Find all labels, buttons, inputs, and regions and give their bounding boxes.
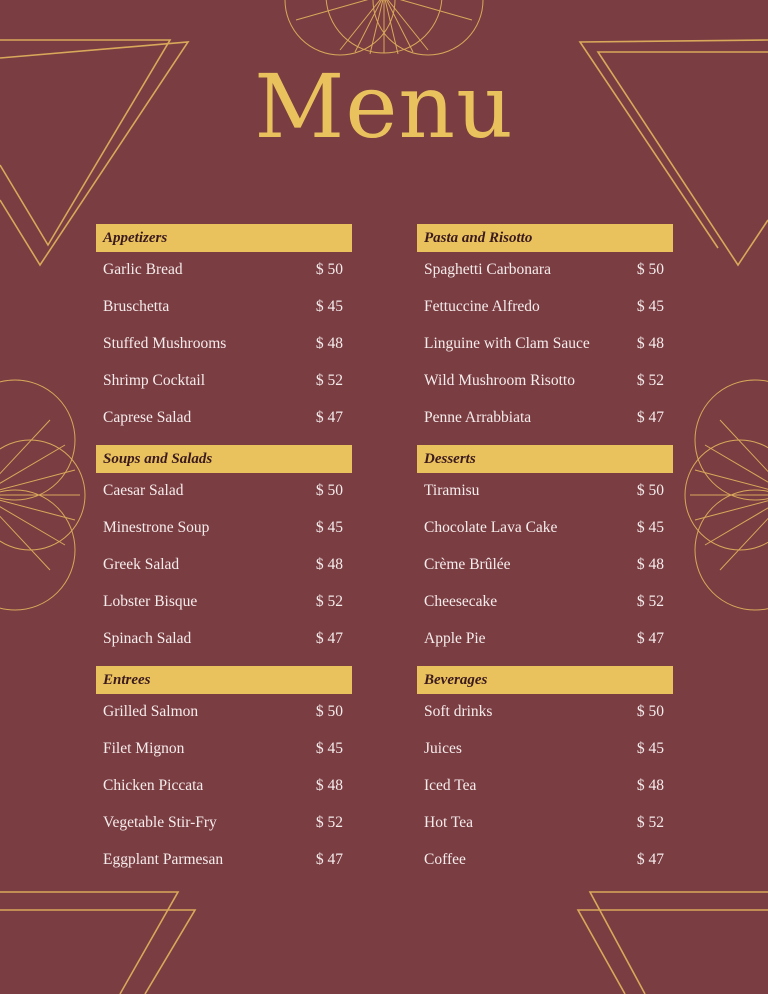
menu-item-price: $ 47 bbox=[315, 408, 343, 426]
menu-item bbox=[96, 583, 352, 620]
menu-item-name: Chicken Piccata bbox=[103, 776, 204, 794]
menu-item-price: $ 47 bbox=[636, 629, 664, 647]
menu-section bbox=[96, 224, 352, 445]
menu-item bbox=[96, 841, 352, 878]
radial-sunburst-icon bbox=[0, 380, 85, 610]
menu-item-price: $ 52 bbox=[636, 592, 664, 610]
menu-item bbox=[417, 768, 673, 805]
menu-item-name: Garlic Bread bbox=[103, 261, 183, 279]
menu-item-name: Caprese Salad bbox=[103, 408, 192, 426]
menu-item bbox=[96, 731, 352, 768]
menu-item bbox=[96, 768, 352, 805]
menu-item bbox=[96, 289, 352, 326]
menu-item-name: Vegetable Stir-Fry bbox=[103, 813, 217, 831]
menu-item bbox=[417, 841, 673, 878]
menu-item-price: $ 45 bbox=[636, 298, 664, 316]
menu-item-name: Linguine with Clam Sauce bbox=[424, 334, 590, 352]
menu-item bbox=[417, 473, 673, 510]
menu-item bbox=[417, 731, 673, 768]
menu-item bbox=[417, 583, 673, 620]
menu-column-left bbox=[96, 224, 352, 887]
menu-item bbox=[96, 547, 352, 584]
menu-item-name: Apple Pie bbox=[424, 629, 486, 647]
category-heading: Desserts bbox=[417, 445, 673, 473]
menu-item-price: $ 47 bbox=[315, 629, 343, 647]
menu-item-name: Caesar Salad bbox=[103, 482, 184, 500]
menu-item bbox=[96, 804, 352, 841]
menu-item-price: $ 45 bbox=[315, 519, 343, 537]
menu-item-name: Penne Arrabbiata bbox=[424, 408, 532, 426]
menu-item bbox=[96, 694, 352, 731]
menu-section bbox=[417, 445, 673, 666]
menu-item-price: $ 47 bbox=[636, 850, 664, 868]
menu-section bbox=[96, 666, 352, 887]
menu-item-name: Wild Mushroom Risotto bbox=[424, 371, 575, 389]
menu-item-price: $ 50 bbox=[315, 482, 343, 500]
menu-item-price: $ 48 bbox=[315, 776, 343, 794]
menu-item-price: $ 48 bbox=[315, 334, 343, 352]
menu-item bbox=[96, 473, 352, 510]
triangle-outline-icon bbox=[0, 892, 195, 994]
menu-section bbox=[96, 445, 352, 666]
menu-item-name: Iced Tea bbox=[424, 776, 477, 794]
menu-item-name: Filet Mignon bbox=[103, 740, 185, 758]
menu-column-right bbox=[417, 224, 673, 887]
menu-item-price: $ 52 bbox=[315, 592, 343, 610]
menu-item-name: Cheesecake bbox=[424, 592, 498, 610]
menu-section bbox=[417, 224, 673, 445]
menu-item-name: Bruschetta bbox=[103, 298, 170, 316]
menu-item-price: $ 48 bbox=[636, 334, 664, 352]
menu-item-name: Minestrone Soup bbox=[103, 519, 210, 537]
menu-item-price: $ 50 bbox=[315, 703, 343, 721]
menu-item-price: $ 52 bbox=[315, 813, 343, 831]
menu-item bbox=[96, 326, 352, 363]
menu-item bbox=[96, 252, 352, 289]
menu-item bbox=[96, 399, 352, 436]
menu-item-name: Tiramisu bbox=[424, 482, 480, 500]
menu-item bbox=[417, 289, 673, 326]
menu-item-price: $ 52 bbox=[315, 371, 343, 389]
menu-item-name: Coffee bbox=[424, 850, 466, 868]
menu-item-name: Crème Brûlée bbox=[424, 555, 511, 573]
menu-item-price: $ 47 bbox=[315, 850, 343, 868]
menu-item bbox=[417, 804, 673, 841]
menu-item-price: $ 52 bbox=[636, 813, 664, 831]
menu-item bbox=[96, 510, 352, 547]
menu-item bbox=[96, 620, 352, 657]
category-heading: Appetizers bbox=[96, 224, 352, 252]
menu-item-name: Eggplant Parmesan bbox=[103, 850, 224, 868]
menu-item bbox=[417, 362, 673, 399]
menu-item-price: $ 48 bbox=[636, 776, 664, 794]
menu-section bbox=[417, 666, 673, 887]
menu-item-name: Spaghetti Carbonara bbox=[424, 261, 551, 279]
menu-item-price: $ 50 bbox=[315, 261, 343, 279]
category-heading: Entrees bbox=[96, 666, 352, 694]
menu-item bbox=[96, 362, 352, 399]
menu-item-price: $ 50 bbox=[636, 482, 664, 500]
menu-item-name: Shrimp Cocktail bbox=[103, 371, 206, 389]
menu-item-price: $ 48 bbox=[315, 555, 343, 573]
menu-item-price: $ 50 bbox=[636, 703, 664, 721]
menu-item-price: $ 48 bbox=[636, 555, 664, 573]
radial-sunburst-icon bbox=[685, 380, 768, 610]
menu-item-name: Soft drinks bbox=[424, 703, 493, 721]
menu-item-name: Greek Salad bbox=[103, 555, 180, 573]
menu-title: Menu bbox=[254, 55, 514, 158]
category-heading: Beverages bbox=[417, 666, 673, 694]
menu-item-price: $ 50 bbox=[636, 261, 664, 279]
menu-item-name: Hot Tea bbox=[424, 813, 473, 831]
menu-item-name: Lobster Bisque bbox=[103, 592, 198, 610]
menu-item-name: Spinach Salad bbox=[103, 629, 192, 647]
menu-item-price: $ 45 bbox=[636, 519, 664, 537]
menu-item-price: $ 52 bbox=[636, 371, 664, 389]
menu-item-name: Chocolate Lava Cake bbox=[424, 519, 558, 537]
menu-item-name: Fettuccine Alfredo bbox=[424, 298, 540, 316]
menu-item bbox=[417, 620, 673, 657]
menu-item bbox=[417, 510, 673, 547]
menu-item bbox=[417, 694, 673, 731]
menu-item-price: $ 45 bbox=[636, 740, 664, 758]
category-heading: Pasta and Risotto bbox=[417, 224, 673, 252]
menu-item-name: Stuffed Mushrooms bbox=[103, 334, 227, 352]
menu-item bbox=[417, 399, 673, 436]
menu-item-name: Juices bbox=[424, 740, 462, 758]
radial-sunburst-icon bbox=[285, 0, 483, 55]
menu-item bbox=[417, 252, 673, 289]
menu-item bbox=[417, 326, 673, 363]
menu-item-name: Grilled Salmon bbox=[103, 703, 199, 721]
menu-item-price: $ 45 bbox=[315, 740, 343, 758]
menu-item-price: $ 47 bbox=[636, 408, 664, 426]
menu-item-price: $ 45 bbox=[315, 298, 343, 316]
menu-item bbox=[417, 547, 673, 584]
triangle-outline-icon bbox=[578, 892, 768, 994]
category-heading: Soups and Salads bbox=[96, 445, 352, 473]
